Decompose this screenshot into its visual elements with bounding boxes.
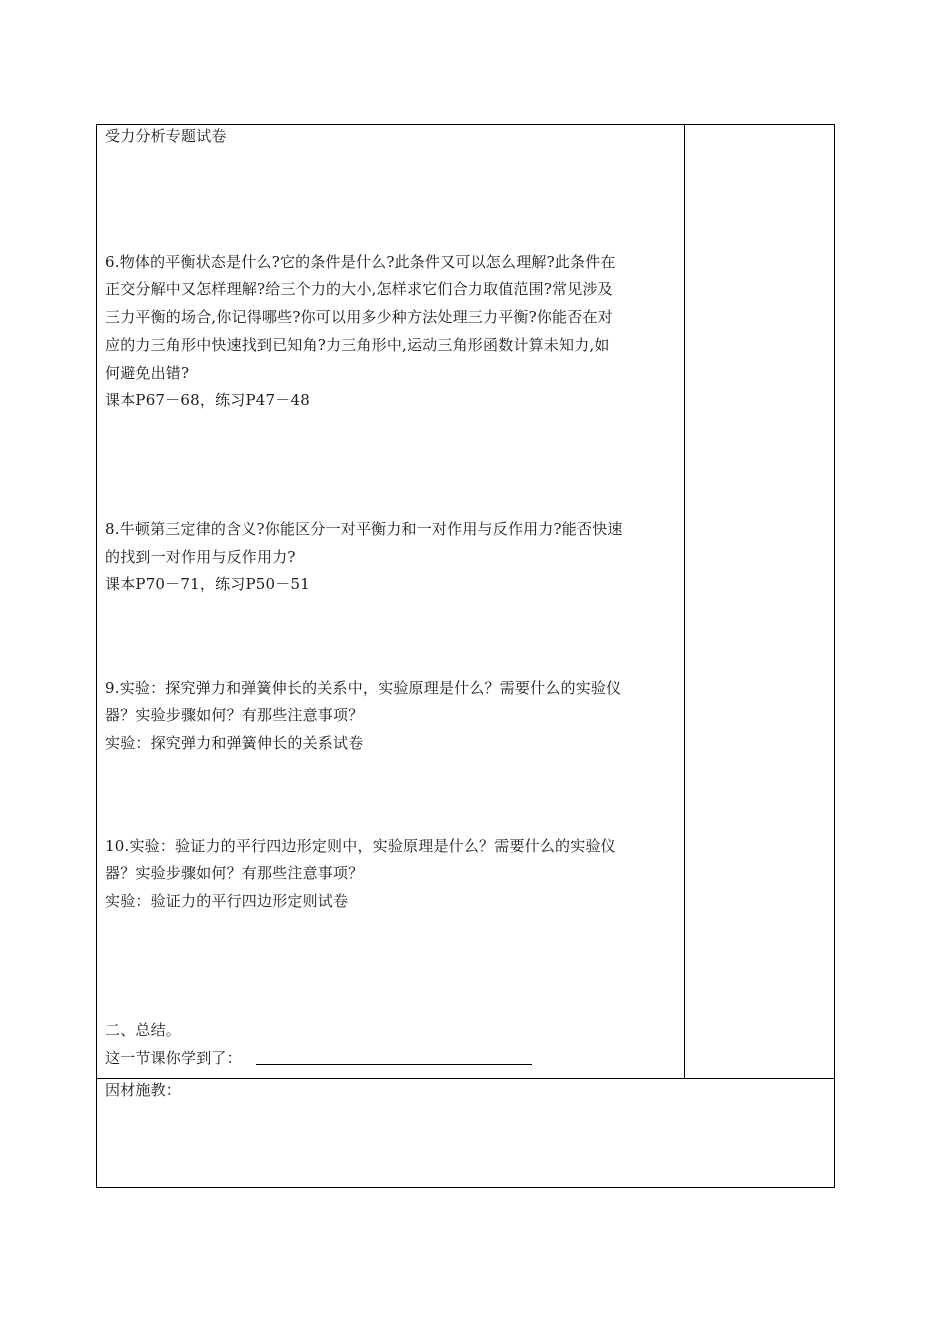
- q10-line-2: 器？实验步骤如何？有那些注意事项？: [105, 864, 364, 882]
- q9-line-2: 器？实验步骤如何？有那些注意事项？: [105, 706, 364, 724]
- section-title: 受力分析专题试卷: [105, 127, 227, 145]
- table-border-left: [96, 124, 97, 1188]
- q6-line-4: 应的力三角形中快速找到已知角?力三角形中,运动三角形函数计算未知力,如: [105, 336, 610, 354]
- table-column-divider: [684, 124, 685, 1079]
- table-row-divider: [96, 1078, 835, 1079]
- q6-line-2: 正交分解中又怎样理解?给三个力的大小,怎样求它们合力取值范围?常见涉及: [105, 280, 613, 298]
- footer-label: 因材施教：: [105, 1081, 182, 1099]
- q10-reference: 实验：验证力的平行四边形定则试卷: [105, 892, 349, 910]
- q10-line-1: 10.实验：验证力的平行四边形定则中，实验原理是什么？需要什么的实验仪: [105, 837, 616, 855]
- q6-line-3: 三力平衡的场合,你记得哪些?你可以用多少种方法处理三力平衡?你能否在对: [105, 308, 613, 326]
- q6-reference: 课本P67－68，练习P47－48: [105, 391, 310, 409]
- q6-line-1: 6.物体的平衡状态是什么?它的条件是什么?此条件又可以怎么理解?此条件在: [105, 253, 616, 271]
- summary-answer-blank[interactable]: [256, 1064, 532, 1065]
- table-border-top: [96, 124, 835, 125]
- q8-line-1: 8.牛顿第三定律的含义?你能区分一对平衡力和一对作用与反作用力?能否快速: [105, 520, 623, 538]
- table-border-right: [834, 124, 835, 1188]
- q6-line-5: 何避免出错?: [105, 364, 190, 382]
- q9-line-1: 9.实验：探究弹力和弹簧伸长的关系中，实验原理是什么？需要什么的实验仪: [105, 679, 622, 697]
- q9-reference: 实验：探究弹力和弹簧伸长的关系试卷: [105, 734, 364, 752]
- table-border-bottom: [96, 1187, 835, 1188]
- summary-prompt: 这一节课你学到了：: [105, 1049, 242, 1067]
- q8-reference: 课本P70－71，练习P50－51: [105, 575, 310, 593]
- q8-line-2: 的找到一对作用与反作用力?: [105, 548, 296, 566]
- summary-heading: 二、总结。: [105, 1021, 182, 1039]
